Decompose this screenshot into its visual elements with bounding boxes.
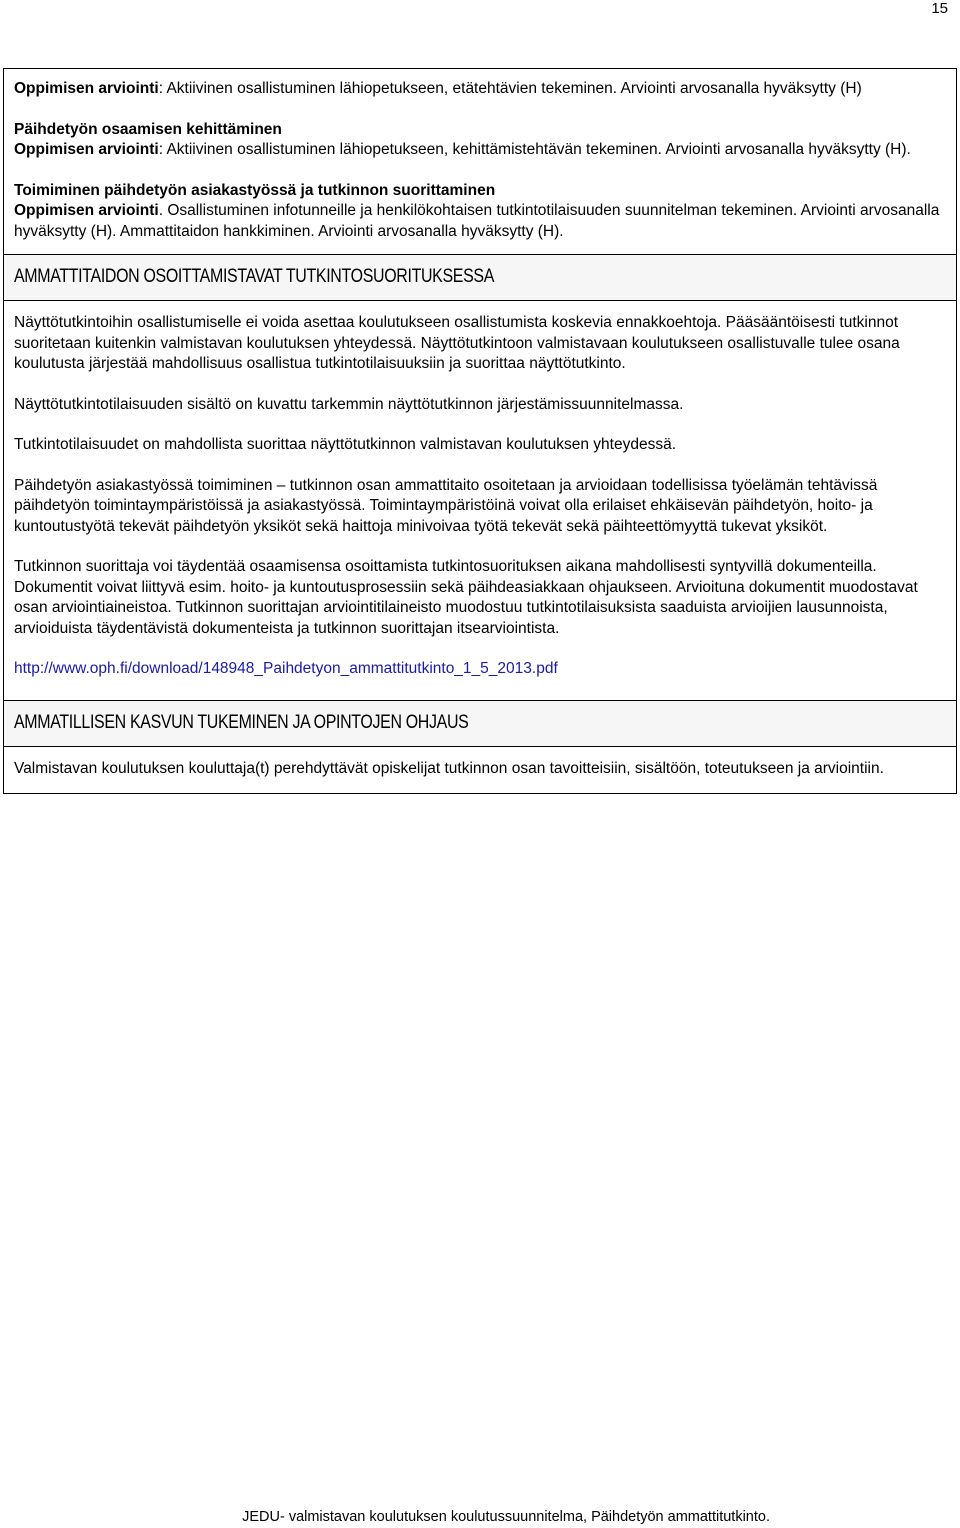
paragraph: Valmistavan koulutuksen kouluttaja(t) perehdyttävät opiskelijat tutkinnon osan tavoitteisiin, sisältöön, toteutukseen ja arviointiin. [14, 759, 884, 777]
paragraph-assessment-3 [14, 201, 946, 242]
paragraph: Näyttötutkintoihin osallistumiselle ei voida asettaa koulutukseen osallistumista koskevia ennakkoehtoja. Pääsääntöisesti tutkinnot suoritetaan kuitenkin valmistavan koulutuksen yhteydessä. Näyttötutkintoon valmistavaan koulutukseen osallistuvalle tulee osana koulutusta järjestää mahdollisuus osallistua tutkintotilaisuuksiin ja suorittaa näyttötutkinto. [14, 314, 900, 372]
paragraph-assessment-2 [14, 140, 946, 161]
paragraph: Päihdetyön asiakastyössä toimiminen – tutkinnon osan ammattitaito osoitetaan ja arvioidaan todellisissa työelämän tehtävissä päihdetyön toimintaympäristöissä ja asiakastyössä. Toimintaympäristöinä voivat olla erilaiset ehkäisevän päihdetyön, hoito- ja kuntoutustyötä tekevät päihdetyön yksiköt sekä haittoja minivoivaa työtä tekevät sekä päihteettömyyttä tukevat yksiköt. [14, 476, 878, 535]
paragraph: Tutkinnon suorittaja voi täydentää osaamisensa osoittamista tutkintosuorituksen aikana mahdollisesti syntyvillä dokumenteilla. Dokumentit voivat liittyvä esim. hoito- ja kuntoutusprosessiin sekä päihdeasiakkaan ohjaukseen. Arvioituna dokumentit muodostavat osan arviointiaineistoa. Tutkinnon suorittajan arviointitilaineisto muodostuu tutkintotilaisuksista saaduista arvioijien lausunnoista, arvioiduista täydentävistä dokumenteista ja tutkinnon suorittajan itsearviointista. [14, 558, 918, 637]
subheading-development: Päihdetyön osaamisen kehittäminen [14, 120, 282, 138]
demonstration-section [4, 301, 956, 680]
page-footer: JEDU- valmistavan koulutuksen koulutussuunnitelma, Päihdetyön ammattitutkinto. [242, 1509, 770, 1525]
paragraph-assessment-1 [14, 79, 946, 100]
label-bold: Oppimisen arviointi [14, 141, 159, 158]
link-paragraph [14, 659, 946, 680]
paragraph-text: : Aktiivinen osallistuminen lähiopetukseen, etätehtävien tekeminen. Arviointi arvosanalla hyväksytty (H) [158, 80, 862, 97]
assessment-section [4, 69, 956, 242]
label-bold: Oppimisen arviointi [14, 202, 159, 219]
content-frame [3, 68, 957, 794]
label-bold: Oppimisen arviointi [14, 80, 159, 97]
section-heading-guidance: AMMATILLISEN KASVUN TUKEMINEN JA OPINTOJEN OHJAUS [4, 700, 956, 747]
oph-download-link[interactable]: http://www.oph.fi/download/148948_Paihdetyon_ammattitutkinto_1_5_2013.pdf [14, 660, 558, 677]
section-heading-demonstration: AMMATTITAIDON OSOITTAMISTAVAT TUTKINTOSUORITUKSESSA [4, 254, 956, 301]
page-number: 15 [931, 0, 948, 17]
paragraph: Näyttötutkintotilaisuuden sisältö on kuvattu tarkemmin näyttötutkinnon järjestämissuunnitelmassa. [14, 395, 684, 413]
paragraph-text: : Aktiivinen osallistuminen lähiopetukseen, kehittämistehtävän tekeminen. Arviointi arvosanalla hyväksytty (H). [158, 141, 911, 158]
guidance-section [4, 747, 956, 794]
subheading-client-work: Toimiminen päihdetyön asiakastyössä ja tutkinnon suorittaminen [14, 181, 496, 199]
paragraph-text: . Osallistuminen infotunneille ja henkilökohtaisen tutkintotilaisuuden suunnitelman tekeminen. Arviointi arvosanalla hyväksytty (H). Ammattitaidon hankkiminen. Arviointi arvosanalla hyväksytty (H). [14, 202, 940, 240]
paragraph: Tutkintotilaisuudet on mahdollista suorittaa näyttötutkinnon valmistavan koulutuksen yhteydessä. [14, 436, 676, 453]
